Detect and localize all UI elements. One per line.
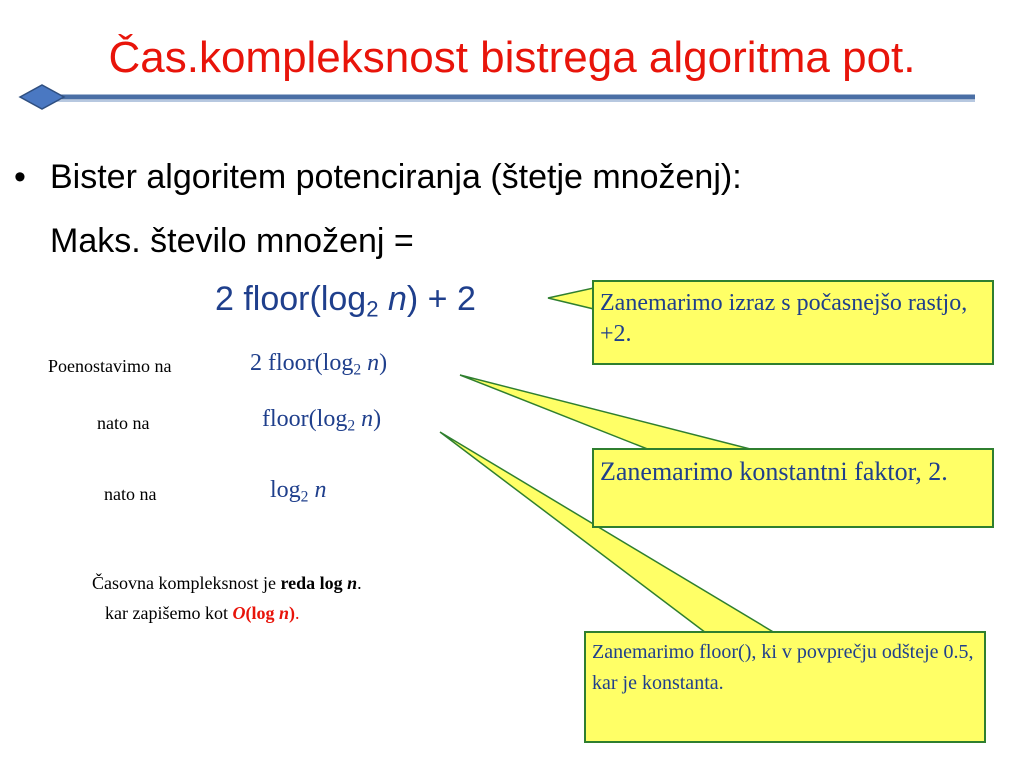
summary-2-close: )	[288, 603, 295, 623]
step-1-suffix: )	[379, 350, 388, 376]
summary-line-2	[105, 603, 299, 624]
callout-2	[592, 448, 994, 528]
summary-2-var: n	[278, 603, 289, 623]
callout-pointer-1	[548, 287, 598, 310]
summary-1-bold: reda log	[280, 573, 348, 593]
summary-2-end: .	[294, 603, 300, 623]
main-formula-sub: 2	[366, 296, 379, 322]
summary-1-prefix: Časovna kompleksnost je	[92, 573, 281, 593]
step-2-prefix: floor(log	[262, 406, 348, 432]
callout-3	[584, 631, 986, 743]
bullet-marker: •	[14, 158, 26, 196]
step-2-var: n	[361, 406, 374, 432]
main-formula-var: n	[387, 280, 407, 318]
step-1-formula	[250, 350, 387, 377]
callout-3-text: Zanemarimo floor(), ki v povprečju odšteje 0.5, kar je konstanta.	[592, 641, 974, 694]
step-1-var: n	[367, 350, 380, 376]
main-formula-prefix: 2 floor(log	[215, 280, 367, 318]
step-2-sub: 2	[347, 417, 356, 435]
title-diamond-icon	[20, 85, 64, 109]
step-3-prefix: log	[270, 477, 301, 503]
callout-1-text: Zanemarimo izraz s počasnejšo rastjo, +2.	[600, 290, 968, 347]
step-1-label: Poenostavimo na	[48, 356, 172, 376]
summary-2-prefix: kar zapišemo kot	[105, 603, 233, 623]
summary-1-end: .	[357, 573, 362, 593]
summary-2-O: O	[232, 603, 246, 623]
summary-1-var: n	[347, 573, 358, 593]
step-3-var: n	[314, 477, 327, 503]
callout-2-text: Zanemarimo konstantni faktor, 2.	[600, 457, 948, 486]
max-multiplications-line: Maks. število množenj =	[50, 222, 414, 260]
main-formula-suffix: ) + 2	[406, 280, 476, 318]
step-2-formula	[262, 406, 381, 433]
step-2-label: nato na	[97, 413, 150, 433]
step-2-suffix: )	[373, 406, 382, 432]
step-3-formula	[270, 477, 326, 504]
main-formula	[215, 280, 476, 322]
step-3-sub: 2	[300, 488, 309, 506]
bullet-item	[14, 158, 742, 197]
step-1-prefix: 2 floor(log	[250, 350, 354, 376]
summary-2-open: (log	[245, 603, 279, 623]
slide-title: Čas.kompleksnost bistrega algoritma pot.	[108, 33, 916, 82]
bullet-text: Bister algoritem potenciranja (štetje množenj):	[50, 158, 742, 196]
callout-pointer-2	[460, 375, 762, 452]
summary-line-1	[92, 573, 362, 594]
callout-1	[592, 280, 994, 365]
step-3-label: nato na	[104, 484, 157, 504]
step-1-sub: 2	[353, 361, 362, 379]
